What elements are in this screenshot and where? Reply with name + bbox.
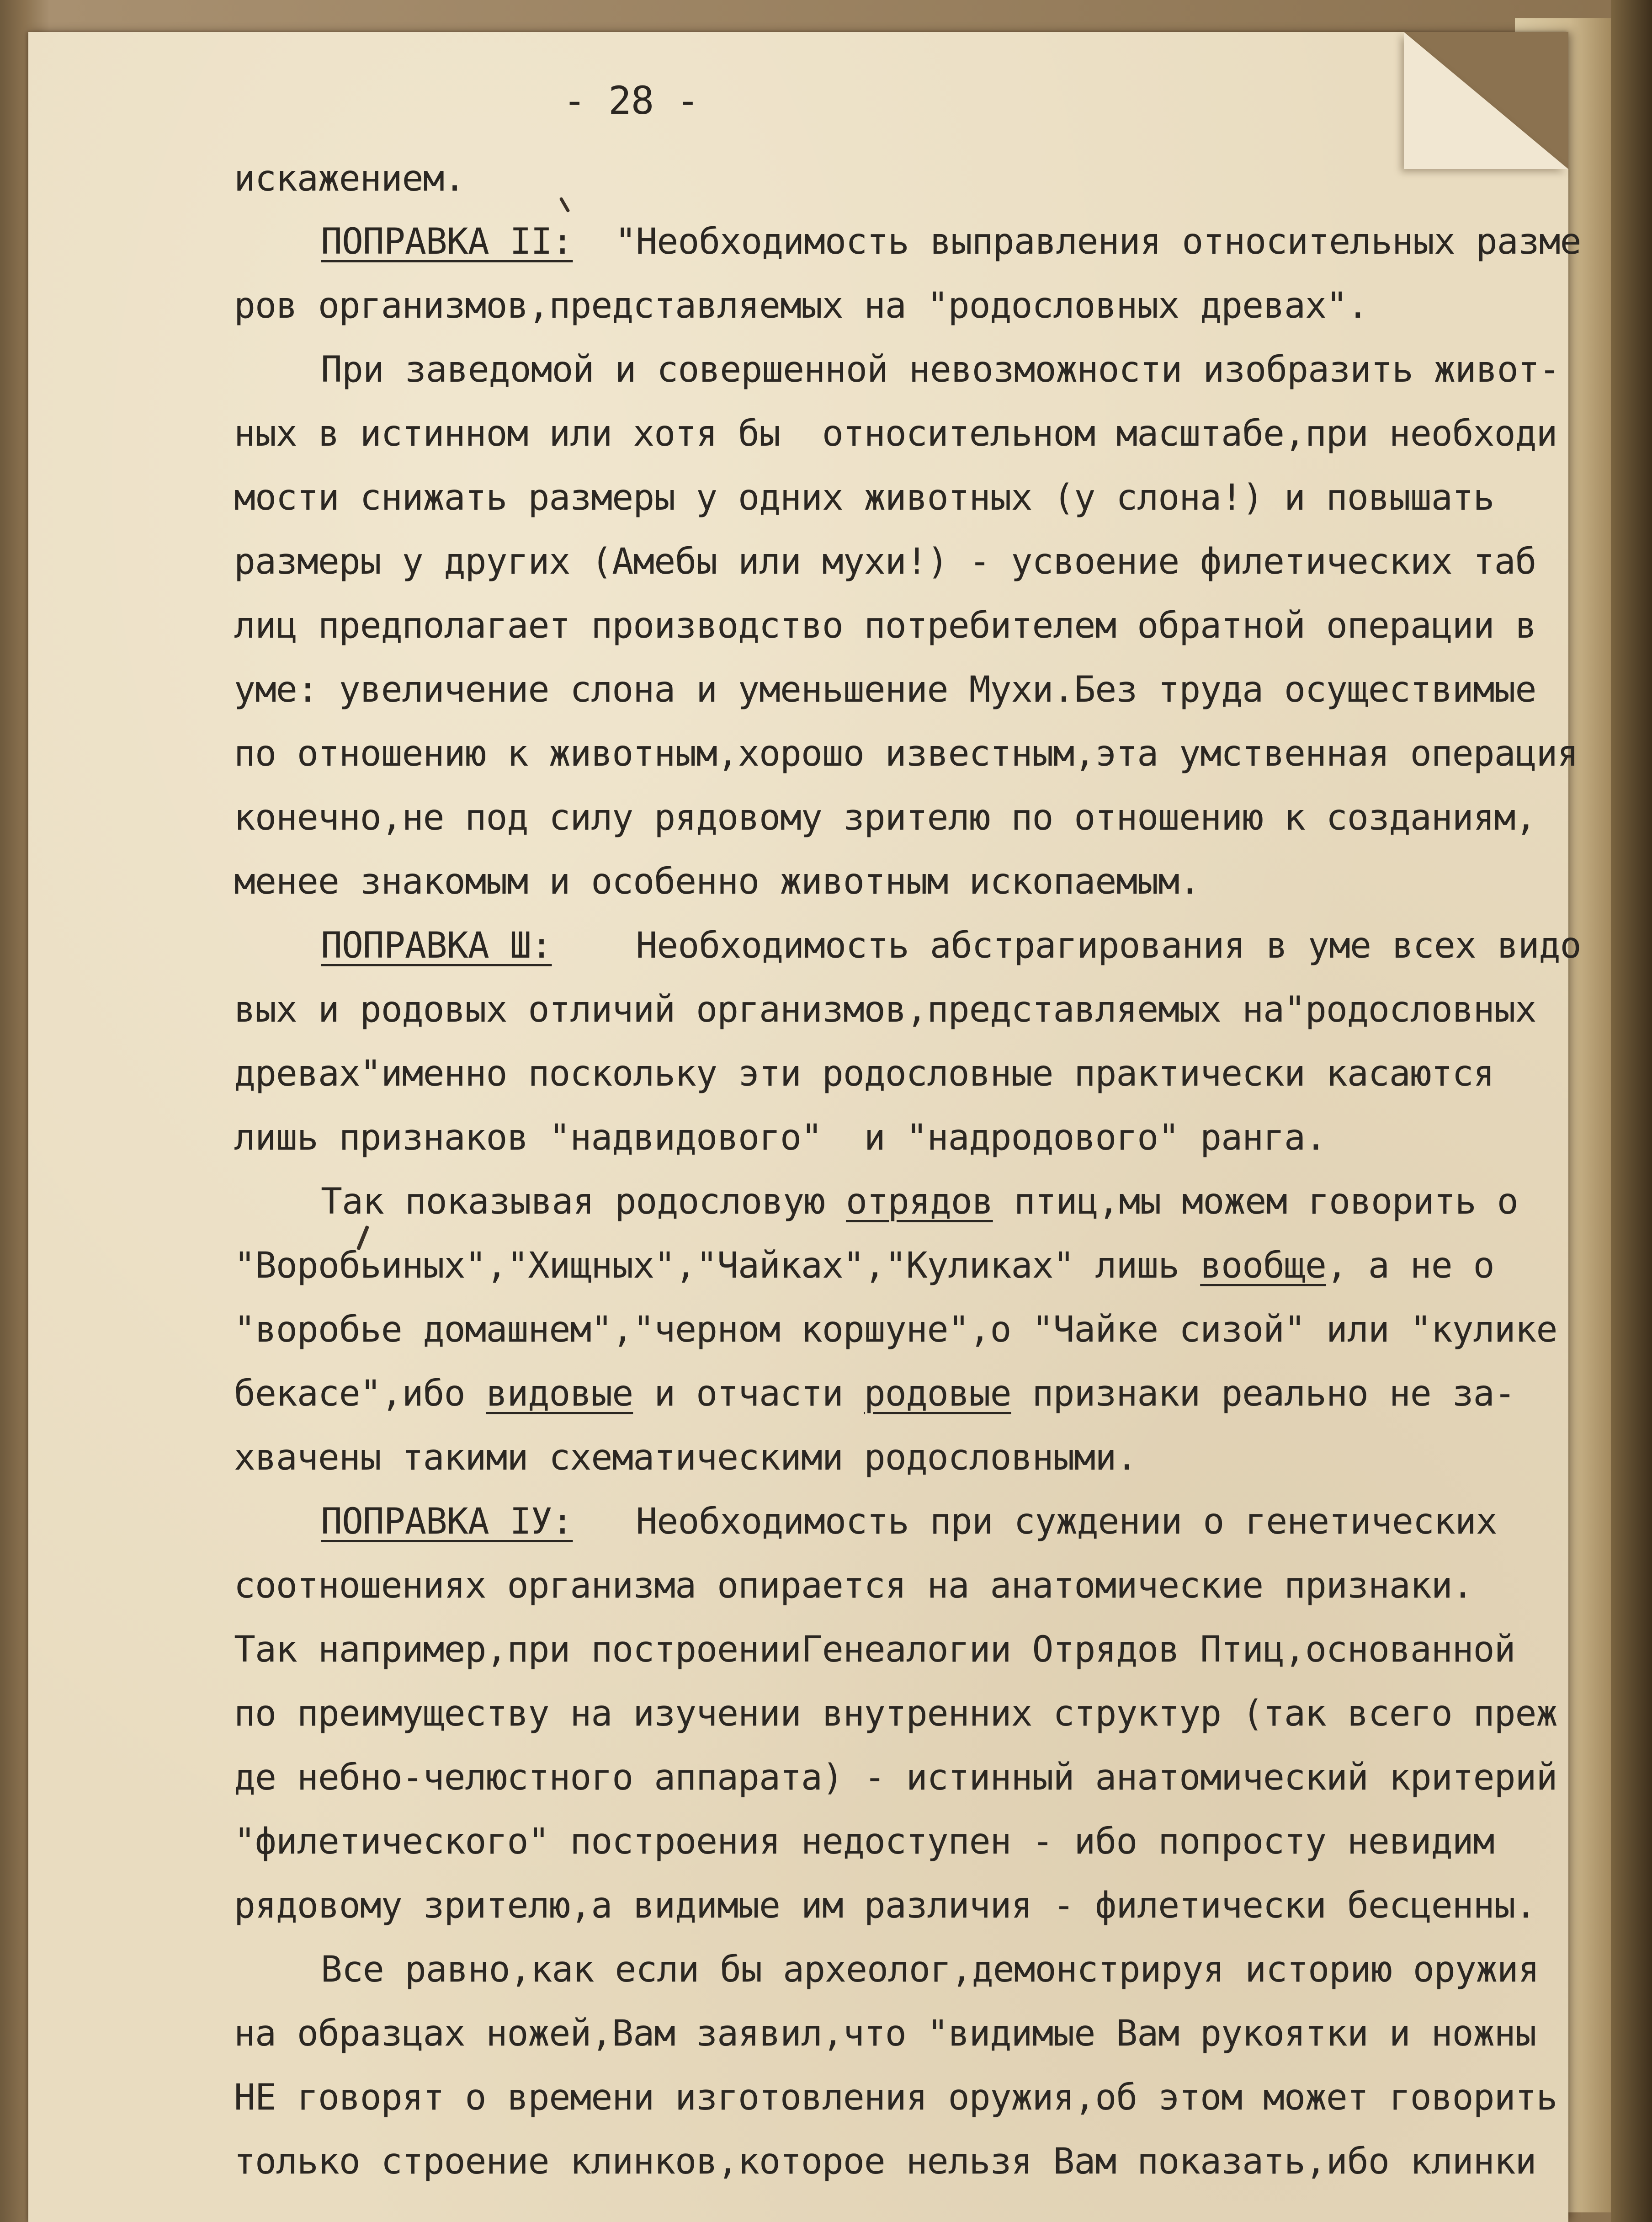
binder-edge	[1611, 0, 1652, 2222]
text-line: по преимуществу на изучении внутренних структур (так всего преж	[234, 1693, 1557, 1734]
amendment-heading-line: ПОПРАВКА II: "Необходимость выправления относительных разме	[321, 221, 1581, 262]
text-line: При заведомой и совершенной невозможности изобразить живот-	[321, 349, 1560, 390]
text-line: лиц предполагает производство потребителем обратной операции в	[234, 605, 1536, 646]
text-line: хвачены такими схематическими родословными.	[234, 1437, 1137, 1478]
amendment-4-heading: ПОПРАВКА IУ:	[321, 1501, 573, 1542]
text-line: "филетического" построения недоступен - ибо попросту невидим	[234, 1821, 1494, 1862]
text-line: вых и родовых отличий организмов,представляемых на"родословных	[234, 989, 1536, 1030]
text-line: рядовому зрителю,а видимые им различия - филетически бесценны.	[234, 1885, 1536, 1926]
text-line: Так например,при построенииГенеалогии Отрядов Птиц,основанной	[234, 1629, 1515, 1670]
text-line: НЕ говорят о времени изготовления оружия,об этом может говорить	[234, 2077, 1557, 2118]
text-line: лишь признаков "надвидового" и "надродового" ранга.	[234, 1117, 1326, 1158]
underlined-word: видовые	[486, 1373, 633, 1414]
underlined-word: отрядов	[846, 1181, 993, 1222]
text-line: ных в истинном или хотя бы относительном масштабе,при необходи	[234, 413, 1557, 454]
text-line: по отношению к животным,хорошо известным,эта умственная операция	[234, 733, 1578, 774]
text-line: ров организмов,представляемых на "родословных древах".	[234, 285, 1368, 326]
text-line: де небно-челюстного аппарата) - истинный анатомический критерий	[234, 1757, 1557, 1798]
text-line: древах"именно поскольку эти родословные практически касаются	[234, 1053, 1494, 1094]
text-line: искажением.	[234, 158, 465, 199]
text-line: мости снижать размеры у одних животных (у слона!) и повышать	[234, 477, 1494, 518]
text-line: конечно,не под силу рядовому зрителю по отношению к созданиям,	[234, 797, 1536, 838]
text-line: "воробье домашнем","черном коршуне",о "Чайке сизой" или "кулике	[234, 1309, 1557, 1350]
underlined-word: вообще	[1200, 1245, 1326, 1286]
text-line: бекасе",ибо видовые и отчасти родовые признаки реально не за-	[234, 1373, 1515, 1414]
text-line: размеры у других (Амебы или мухи!) - усвоение филетических таб	[234, 541, 1536, 582]
text-line: менее знакомым и особенно животным ископаемым.	[234, 861, 1200, 902]
amendment-2-heading: ПОПРАВКА II:	[321, 221, 573, 262]
text-line: "Воробьиных","Хищных","Чайках","Куликах" лишь вообще, а не о	[234, 1245, 1494, 1286]
underlined-word: родовые	[864, 1373, 1011, 1414]
text-line: Все равно,как если бы археолог,демонстрируя историю оружия	[321, 1949, 1539, 1990]
ink-tick-mark	[559, 197, 570, 213]
page-number: - 28 -	[563, 78, 699, 123]
text-line: на образцах ножей,Вам заявил,что "видимые Вам рукоятки и ножны	[234, 2013, 1536, 2054]
amendment-heading-line: ПОПРАВКА IУ: Необходимость при суждении о генетических	[321, 1501, 1497, 1542]
text-line: уме: увеличение слона и уменьшение Мухи.Без труда осуществимые	[234, 669, 1536, 710]
text-line: соотношениях организма опирается на анатомические признаки.	[234, 1565, 1473, 1606]
text-line: Так показывая родословую отрядов птиц,мы можем говорить о	[321, 1181, 1518, 1222]
amendment-heading-line: ПОПРАВКА Ш: Необходимость абстрагирования в уме всех видо	[321, 925, 1581, 966]
typed-page	[28, 32, 1581, 2222]
amendment-3-heading: ПОПРАВКА Ш:	[321, 925, 552, 966]
text-line: только строение клинков,которое нельзя Вам показать,ибо клинки	[234, 2141, 1536, 2182]
page-text	[28, 32, 1581, 2182]
